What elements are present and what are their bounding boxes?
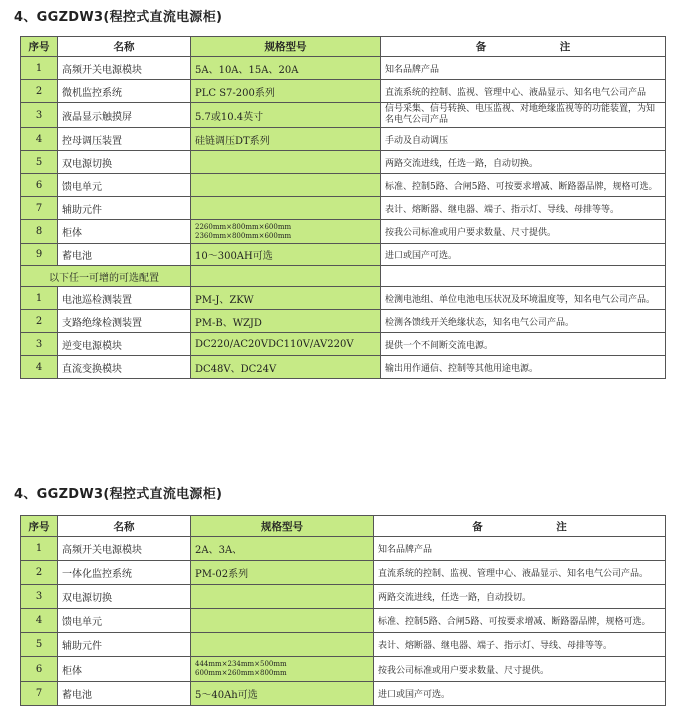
- cell-note: 知名品牌产品: [381, 57, 666, 80]
- header-note: 备 注: [381, 37, 666, 57]
- cell-note: 直流系统的控制、监视、管理中心、液晶显示、知名电气公司产品: [381, 80, 666, 103]
- table-row: [21, 356, 666, 379]
- cell-spec: 硅链调压DT系列: [191, 128, 381, 151]
- table-row: [21, 103, 666, 128]
- table-row: [21, 128, 666, 151]
- cell-name: 辅助元件: [58, 197, 191, 220]
- cell-spec: PM-B、WZJD: [191, 310, 381, 333]
- cell-no: 7: [21, 682, 58, 706]
- cell-spec: DC220/AC20VDC110V/AV220V: [191, 333, 381, 356]
- cell-name: 微机监控系统: [58, 80, 191, 103]
- cell-name: 馈电单元: [58, 174, 191, 197]
- cell-name: 一体化监控系统: [58, 561, 191, 585]
- cell-name: 电池巡检测装置: [58, 287, 191, 310]
- cell-name: 高频开关电源模块: [58, 537, 191, 561]
- cell-note: 按我公司标准或用户要求数量、尺寸提供。: [374, 657, 666, 682]
- cell-no: 3: [21, 585, 58, 609]
- cell-no: 3: [21, 103, 58, 128]
- cell-no: 1: [21, 537, 58, 561]
- cell-spec: PM-J、ZKW: [191, 287, 381, 310]
- cell-spec: 2A、3A、: [191, 537, 374, 561]
- cell-no: 4: [21, 128, 58, 151]
- header-note: 备 注: [374, 516, 666, 537]
- cell-note: 两路交流进线，任选一路，自动切换。: [381, 151, 666, 174]
- table2: [20, 515, 666, 706]
- cell-note: 手动及自动调压: [381, 128, 666, 151]
- cell-name: 双电源切换: [58, 151, 191, 174]
- table-row: [21, 220, 666, 244]
- cell-name: 逆变电源模块: [58, 333, 191, 356]
- cell-note: 表计、熔断器、继电器、端子、指示灯、导线、母排等等。: [374, 633, 666, 657]
- cell-note: 标准、控制5路、合闸5路、可按要求增减、断路器品牌，规格可选。: [381, 174, 666, 197]
- table-row: [21, 151, 666, 174]
- cell-no: 7: [21, 197, 58, 220]
- header-spec: 规格型号: [191, 516, 374, 537]
- cell-name: 馈电单元: [58, 609, 191, 633]
- cell-spec: 5～40Ah可选: [191, 682, 374, 706]
- table-row: [21, 174, 666, 197]
- cell-note: 进口或国产可选。: [381, 244, 666, 266]
- table-row: [21, 57, 666, 80]
- cell-name: 蓄电池: [58, 244, 191, 266]
- cell-no: 2: [21, 80, 58, 103]
- header-name: 名称: [58, 516, 191, 537]
- cell-spec: [191, 585, 374, 609]
- table-row: [21, 537, 666, 561]
- cell-note: 标准、控制5路、合闸5路、可按要求增减、断路器品牌，规格可选。: [374, 609, 666, 633]
- section-label: 以下任一可增的可选配置: [21, 266, 191, 287]
- cell-spec: DC48V、DC24V: [191, 356, 381, 379]
- section-spacer: [191, 266, 381, 287]
- table2-header-row: [21, 516, 666, 537]
- section-spacer: [381, 266, 666, 287]
- table1: [20, 36, 666, 379]
- cell-note: 按我公司标准或用户要求数量、尺寸提供。: [381, 220, 666, 244]
- cell-note: 知名品牌产品: [374, 537, 666, 561]
- cell-spec: 5A、10A、15A、20A: [191, 57, 381, 80]
- cell-no: 4: [21, 609, 58, 633]
- table-row: [21, 633, 666, 657]
- cell-name: 控母调压装置: [58, 128, 191, 151]
- cell-note: 表计、熔断器、继电器、端子、指示灯、导线、母排等等。: [381, 197, 666, 220]
- cell-spec: 444mm×234mm×500mm 600mm×260mm×800mm: [191, 657, 374, 682]
- cell-spec: PLC S7-200系列: [191, 80, 381, 103]
- cell-spec: 2260mm×800mm×600mm 2360mm×800mm×600mm: [191, 220, 381, 244]
- table-row: [21, 333, 666, 356]
- cell-note: 输出用作通信、控制等其他用途电源。: [381, 356, 666, 379]
- cell-note: 直流系统的控制、监视、管理中心、液晶显示、知名电气公司产品。: [374, 561, 666, 585]
- table-row: [21, 585, 666, 609]
- cell-name: 高频开关电源模块: [58, 57, 191, 80]
- cell-name: 支路绝缘检测装置: [58, 310, 191, 333]
- table-row: [21, 561, 666, 585]
- cell-name: 蓄电池: [58, 682, 191, 706]
- cell-name: 液晶显示触摸屏: [58, 103, 191, 128]
- header-no: 序号: [21, 37, 58, 57]
- cell-no: 2: [21, 310, 58, 333]
- cell-note: 检测各馈线开关绝缘状态，知名电气公司产品。: [381, 310, 666, 333]
- table-row: [21, 244, 666, 266]
- table1-title: 4、GGZDW3(程控式直流电源柜): [14, 10, 223, 25]
- header-spec: 规格型号: [191, 37, 381, 57]
- cell-spec: [191, 633, 374, 657]
- cell-spec: [191, 609, 374, 633]
- table-row: [21, 287, 666, 310]
- header-no: 序号: [21, 516, 58, 537]
- table-row: [21, 310, 666, 333]
- cell-no: 4: [21, 356, 58, 379]
- cell-name: 直流变换模块: [58, 356, 191, 379]
- cell-no: 3: [21, 333, 58, 356]
- cell-spec: [191, 151, 381, 174]
- cell-spec: [191, 174, 381, 197]
- section-row: [21, 266, 666, 287]
- cell-note: 进口或国产可选。: [374, 682, 666, 706]
- cell-note: 检测电池组、单位电池电压状况及环境温度等，知名电气公司产品。: [381, 287, 666, 310]
- cell-no: 1: [21, 287, 58, 310]
- cell-note: 提供一个不间断交流电源。: [381, 333, 666, 356]
- cell-name: 柜体: [58, 657, 191, 682]
- table-row: [21, 197, 666, 220]
- cell-spec: [191, 197, 381, 220]
- cell-no: 9: [21, 244, 58, 266]
- cell-spec: 5.7或10.4英寸: [191, 103, 381, 128]
- table1-header-row: [21, 37, 666, 57]
- cell-no: 1: [21, 57, 58, 80]
- cell-no: 6: [21, 174, 58, 197]
- cell-no: 2: [21, 561, 58, 585]
- table-row: [21, 80, 666, 103]
- cell-spec: 10～300AH可选: [191, 244, 381, 266]
- cell-name: 双电源切换: [58, 585, 191, 609]
- cell-no: 8: [21, 220, 58, 244]
- header-name: 名称: [58, 37, 191, 57]
- table-row: [21, 609, 666, 633]
- table-row: [21, 657, 666, 682]
- cell-note: 两路交流进线，任选一路，自动投切。: [374, 585, 666, 609]
- cell-no: 5: [21, 151, 58, 174]
- cell-name: 柜体: [58, 220, 191, 244]
- cell-spec: PM-02系列: [191, 561, 374, 585]
- table-row: [21, 682, 666, 706]
- cell-no: 6: [21, 657, 58, 682]
- cell-name: 辅助元件: [58, 633, 191, 657]
- cell-no: 5: [21, 633, 58, 657]
- table2-title: 4、GGZDW3(程控式直流电源柜): [14, 487, 223, 502]
- cell-note: 信号采集、信号转换、电压监视、对地绝缘监视等的功能装置，为知名电气公司产品: [381, 103, 666, 128]
